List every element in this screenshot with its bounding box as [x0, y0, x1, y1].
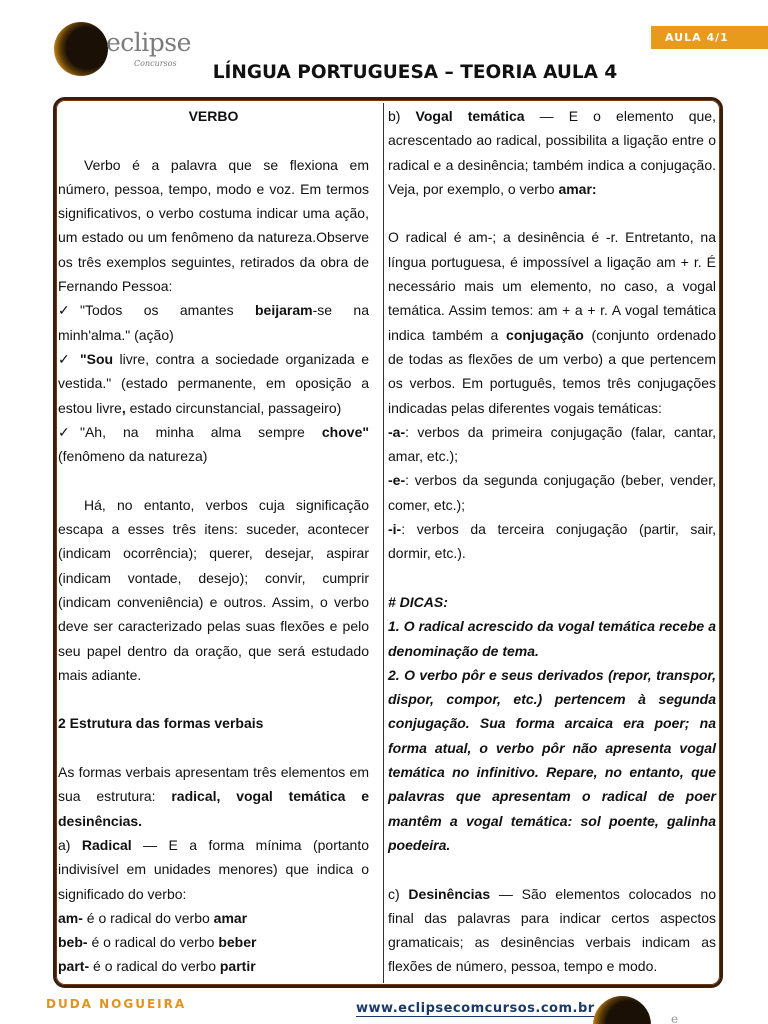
paragraph-forms: As formas verbais apresentam três elementos em sua estrutura: radical, vogal temática e desinências. [58, 764, 369, 829]
logo-wordmark: eclipse [106, 28, 191, 57]
dica-1: 1. O radical acrescido da vogal temática recebe a denominação de tema. [388, 618, 716, 659]
logo-subtitle: Concursos [134, 59, 177, 68]
page-title: LÍNGUA PORTUGUESA – TEORIA AULA 4 [212, 62, 618, 83]
intro-paragraph: Verbo é a palavra que se flexiona em número, pessoa, tempo, modo e voz. Em termos significativos, o verbo costuma indicar uma ação, um estado ou um fenômeno da natureza.Observe os três exemplos seguintes, retirados da obra de Fernando Pessoa: [58, 156, 369, 295]
paragraph-exceptions: Há, no entanto, verbos cuja significação escapa a esses três itens: suceder, acontecer (indicam ocorrência); querer, desejar, aspirar (indicam vontade, desejo); convir, cumprir (indicam conveniência) e outros. Assim, o verbo deve ser caracterizado pelas suas flexões e pelo seu papel dentro da oração, que será estudado mais adiante. [58, 496, 369, 683]
right-column [388, 104, 716, 979]
conjugation-a: -a-: verbos da primeira conjugação (falar, cantar, amar, etc.); [388, 423, 716, 465]
paragraph-radical: a) Radical — E a forma mínima (portanto indivisível em unidades menores) que indica o significado do verbo: [58, 836, 370, 902]
checkmark-icon: ✓ [58, 350, 70, 367]
example-2: ✓ "Sou livre, contra a sociedade organizada e vestida." (estado permanente, em oposição a estou livre, estado circunstancial, passageiro) [58, 347, 369, 420]
lesson-badge: AULA 4/1 [651, 26, 768, 49]
checkmark-icon: ✓ [58, 423, 70, 440]
checkmark-icon: ✓ [58, 302, 70, 319]
example-1: ✓ "Todos os amantes beijaram-se na minh'alma." (ação) [58, 298, 369, 347]
author-name: DUDA NOGUEIRA [46, 997, 187, 1011]
dica-2: 2. O verbo pôr e seus derivados (repor, transpor, dispor, compor, etc.) pertencem à segunda conjugação. Sua forma arcaica era poer; na forma atual, o verbo pôr não apresenta vogal temática no infinitivo. Repare, no entanto, que palavras que apresentam o radical de poer mantêm a vogal temática: sol poente, galinha poedeira. [388, 666, 716, 853]
eclipse-sun-icon [593, 996, 651, 1024]
conjugation-e: -e-: verbos da segunda conjugação (beber, vender, comer, etc.); [388, 472, 716, 513]
dicas-heading: # DICAS: [388, 593, 448, 610]
section-heading-estrutura: 2 Estrutura das formas verbais [58, 715, 264, 732]
paragraph-desinencias: c) Desinências — São elementos colocados no final das palavras para indicar certos aspectos gramaticais; as desinências verbais indicam as flexões de número, pessoa, tempo e modo. [388, 885, 716, 975]
conjugation-i: -i-: verbos da terceira conjugação (partir, sair, dormir, etc.). [388, 521, 716, 562]
eclipse-sun-icon [54, 22, 108, 76]
paragraph-vogal-tematica: b) Vogal temática — E o elemento que, acrescentado ao radical, possibilita a ligação entre o radical e a desinência; também indica a conjugação. Veja, por exemplo, o verbo amar: [388, 108, 716, 197]
example-am: am- é o radical do verbo amar [58, 909, 248, 926]
example-part: part- é o radical do verbo partir [58, 958, 256, 975]
section-heading-verbo: VERBO [188, 108, 239, 124]
column-divider [383, 103, 384, 983]
website-link[interactable]: www.eclipsecomcursos.com.br [356, 1001, 595, 1016]
example-beb: beb- é o radical do verbo beber [58, 934, 257, 951]
example-3: ✓ "Ah, na minha alma sempre chove" (fenômeno da natureza) [58, 420, 369, 469]
left-column [58, 104, 369, 979]
paragraph-radical-desinencia: O radical é am-; a desinência é -r. Entretanto, na língua portuguesa, é impossível a ligação am + r. É necessário mais um elemento, no caso, a vogal temática. Assim temos: am + a + r. A vogal temática indica também a conjugação (conjunto ordenado de todas as flexões de um verbo) a que pertencem os verbos. Em português, temos três conjugações indicadas pelas diferentes vogais temáticas: [388, 229, 716, 416]
footer-logo-mark: e [671, 1012, 679, 1024]
